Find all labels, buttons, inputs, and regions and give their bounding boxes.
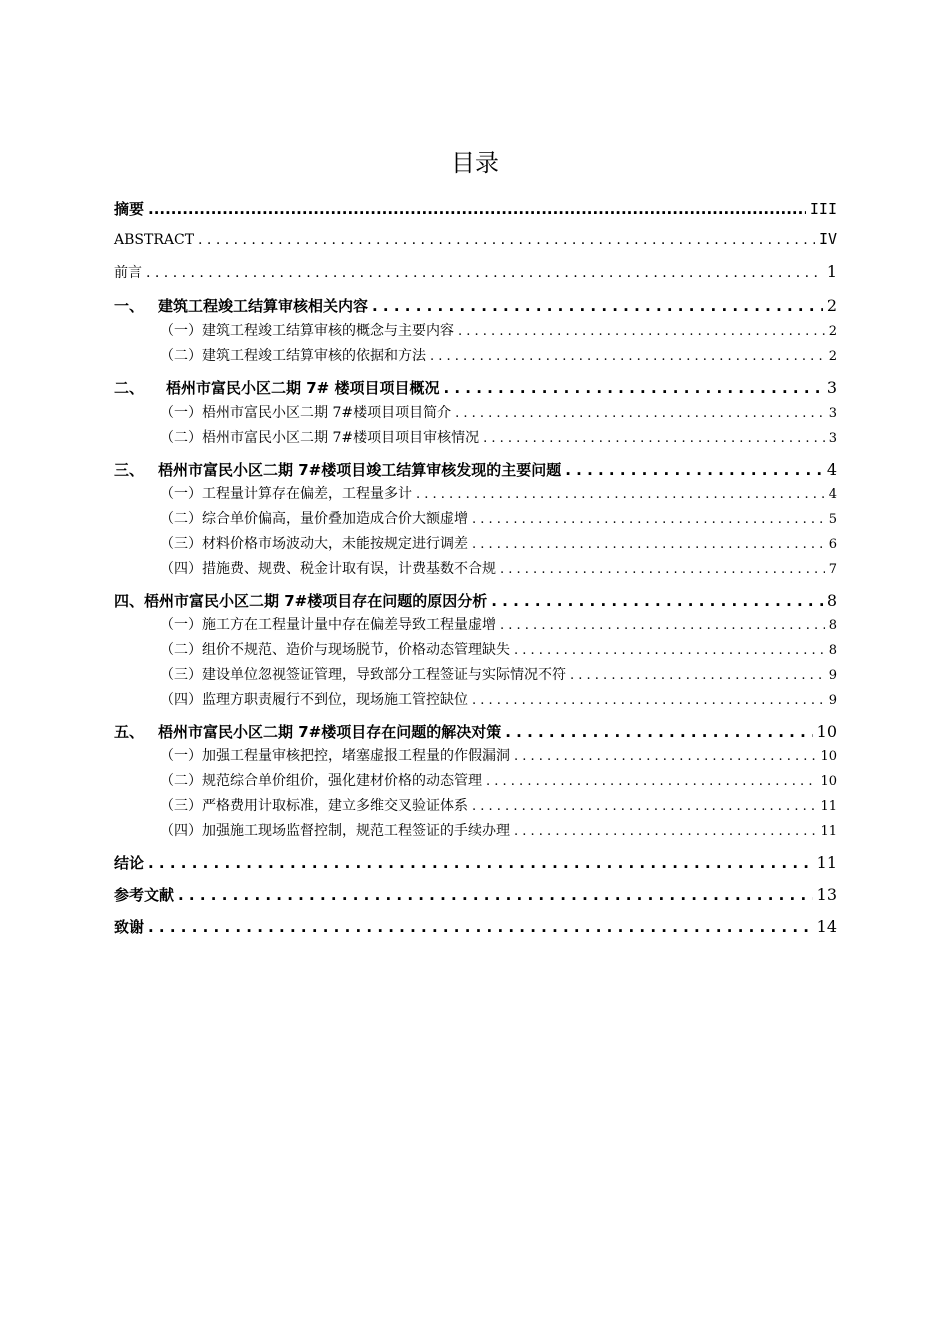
- toc-section-2-1[interactable]: [160, 402, 837, 422]
- page-title: 目录: [451, 149, 499, 177]
- toc-section-5-1[interactable]: [160, 745, 837, 765]
- toc-entry-references[interactable]: [114, 884, 837, 905]
- toc-entry-abstract-cn[interactable]: [114, 198, 837, 219]
- toc-section-4-4[interactable]: [160, 689, 837, 709]
- toc-entry-label: （四）监理方职责履行不到位，现场施工管控缺位: [160, 692, 468, 708]
- toc-entry-label: （三）建设单位忽视签证管理，导致部分工程签证与实际情况不符: [160, 667, 566, 683]
- toc-chapter-3[interactable]: [114, 459, 837, 480]
- toc-entry-label: （二）规范综合单价组价，强化建材价格的动态管理: [160, 773, 482, 789]
- toc-entry-page: 2: [828, 324, 837, 339]
- dot-leader: [372, 297, 823, 315]
- toc-entry-page: 2: [828, 349, 837, 364]
- dot-leader: [148, 200, 806, 218]
- toc-chapter-2[interactable]: [114, 377, 837, 398]
- toc-entry-page: 4: [826, 460, 837, 479]
- toc-section-5-2[interactable]: [160, 770, 837, 790]
- toc-entry-number: 三、: [114, 461, 145, 479]
- toc-section-1-2[interactable]: [160, 345, 837, 365]
- toc-entry-label: （二）组价不规范、造价与现场脱节，价格动态管理缺失: [160, 642, 510, 658]
- toc-entry-label: （一）工程量计算存在偏差，工程量多计: [160, 486, 412, 502]
- toc-entry-page: 8: [828, 618, 837, 633]
- toc-chapter-5[interactable]: [114, 721, 837, 742]
- toc-section-4-1[interactable]: [160, 614, 837, 634]
- toc-section-1-1[interactable]: [160, 320, 837, 340]
- dot-leader: [514, 748, 816, 764]
- dot-leader: [146, 265, 823, 281]
- toc-entry-acknowledgements[interactable]: [114, 916, 837, 937]
- toc-entry-label: （一）梧州市富民小区二期 7#楼项目项目简介: [160, 405, 452, 421]
- toc-entry-page: 11: [820, 799, 837, 814]
- toc-entry-label: （四）措施费、规费、税金计取有误，计费基数不合规: [160, 561, 496, 577]
- toc-entry-page: 8: [828, 643, 837, 658]
- toc-entry-page: 4: [828, 487, 837, 502]
- dot-leader: [500, 617, 825, 633]
- toc-entry-label: 梧州市富民小区二期 7# 楼项目项目概况: [166, 379, 440, 397]
- toc-section-3-4[interactable]: [160, 558, 837, 578]
- dot-leader: [500, 561, 825, 577]
- toc-entry-number: 一、: [114, 297, 145, 315]
- toc-entry-preface[interactable]: [114, 262, 837, 282]
- toc-entry-page: 10: [820, 774, 837, 789]
- toc-entry-label: 梧州市富民小区二期 7#楼项目存在问题的解决对策: [158, 723, 502, 741]
- toc-entry-label: 梧州市富民小区二期 7#楼项目竣工结算审核发现的主要问题: [158, 461, 562, 479]
- toc-section-3-3[interactable]: [160, 533, 837, 553]
- toc-entry-label: （二）建筑工程竣工结算审核的依据和方法: [160, 348, 426, 364]
- dot-leader: [491, 592, 823, 610]
- dot-leader: [472, 536, 825, 552]
- toc-section-3-1[interactable]: [160, 483, 837, 503]
- toc-entry-label: 四、梧州市富民小区二期 7#楼项目存在问题的原因分析: [114, 592, 488, 610]
- toc-entry-page: 10: [820, 749, 837, 764]
- toc-entry-page: 11: [820, 824, 837, 839]
- toc-entry-page: IV: [818, 230, 837, 248]
- toc-entry-label: （二）梧州市富民小区二期 7#楼项目项目审核情况: [160, 430, 480, 446]
- dot-leader: [483, 430, 825, 446]
- toc-entry-page: 3: [828, 431, 837, 446]
- dot-leader: [416, 486, 825, 502]
- toc-entry-page: 14: [816, 917, 837, 936]
- dot-leader: [472, 798, 816, 814]
- toc-entry-page: 5: [828, 512, 837, 527]
- toc-entry-page: III: [809, 200, 837, 218]
- toc-entry-label: （三）严格费用计取标准，建立多维交叉验证体系: [160, 798, 468, 814]
- toc-section-2-2[interactable]: [160, 427, 837, 447]
- toc-entry-label: 摘要: [114, 200, 145, 218]
- dot-leader: [148, 854, 813, 872]
- dot-leader: [455, 405, 825, 421]
- dot-leader: [178, 886, 813, 904]
- toc-entry-number: 二、: [114, 379, 145, 397]
- toc-entry-label: ABSTRACT: [114, 232, 195, 248]
- toc-entry-page: 1: [826, 262, 837, 281]
- dot-leader: [505, 723, 812, 741]
- dot-leader: [514, 823, 816, 839]
- toc-entry-label: （一）建筑工程竣工结算审核的概念与主要内容: [160, 323, 454, 339]
- dot-leader: [430, 348, 825, 364]
- toc-entry-page: 9: [828, 668, 837, 683]
- toc-section-5-3[interactable]: [160, 795, 837, 815]
- toc-entry-abstract-en[interactable]: [114, 230, 837, 248]
- toc-chapter-1[interactable]: [114, 295, 837, 316]
- toc-entry-conclusion[interactable]: [114, 852, 837, 873]
- toc-entry-page: 10: [816, 722, 837, 741]
- toc-entry-page: 8: [826, 591, 837, 610]
- dot-leader: [565, 461, 823, 479]
- toc-entry-label: 致谢: [114, 918, 145, 936]
- toc-entry-page: 6: [828, 537, 837, 552]
- toc-entry-label: （一）施工方在工程量计量中存在偏差导致工程量虚增: [160, 617, 496, 633]
- toc-entry-page: 3: [826, 378, 837, 397]
- toc-section-4-2[interactable]: [160, 639, 837, 659]
- dot-leader: [472, 511, 825, 527]
- dot-leader: [570, 667, 825, 683]
- toc-entry-page: 2: [826, 296, 837, 315]
- toc-entry-label: （三）材料价格市场波动大，未能按规定进行调差: [160, 536, 468, 552]
- toc-entry-label: （二）综合单价偏高，量价叠加造成合价大额虚增: [160, 511, 468, 527]
- toc-entry-page: 3: [828, 406, 837, 421]
- dot-leader: [514, 642, 825, 658]
- toc-section-3-2[interactable]: [160, 508, 837, 528]
- toc-entry-label: （一）加强工程量审核把控，堵塞虚报工程量的作假漏洞: [160, 748, 510, 764]
- dot-leader: [486, 773, 816, 789]
- toc-entry-label: 结论: [114, 854, 145, 872]
- toc-section-5-4[interactable]: [160, 820, 837, 840]
- toc-entry-label: 建筑工程竣工结算审核相关内容: [158, 297, 369, 315]
- toc-entry-page: 9: [828, 693, 837, 708]
- toc-entry-label: 参考文献: [114, 886, 175, 904]
- dot-leader: [458, 323, 825, 339]
- dot-leader: [443, 379, 822, 397]
- toc-section-4-3[interactable]: [160, 664, 837, 684]
- toc-entry-label: 前言: [114, 265, 142, 281]
- toc-entry-page: 11: [816, 853, 837, 872]
- toc-chapter-4[interactable]: [114, 590, 837, 611]
- toc-entry-page: 13: [816, 885, 837, 904]
- toc-entry-page: 7: [828, 562, 837, 577]
- dot-leader: [148, 918, 813, 936]
- dot-leader: [472, 692, 825, 708]
- toc-entry-label: （四）加强施工现场监督控制，规范工程签证的手续办理: [160, 823, 510, 839]
- toc-entry-number: 五、: [114, 723, 145, 741]
- dot-leader: [198, 232, 815, 248]
